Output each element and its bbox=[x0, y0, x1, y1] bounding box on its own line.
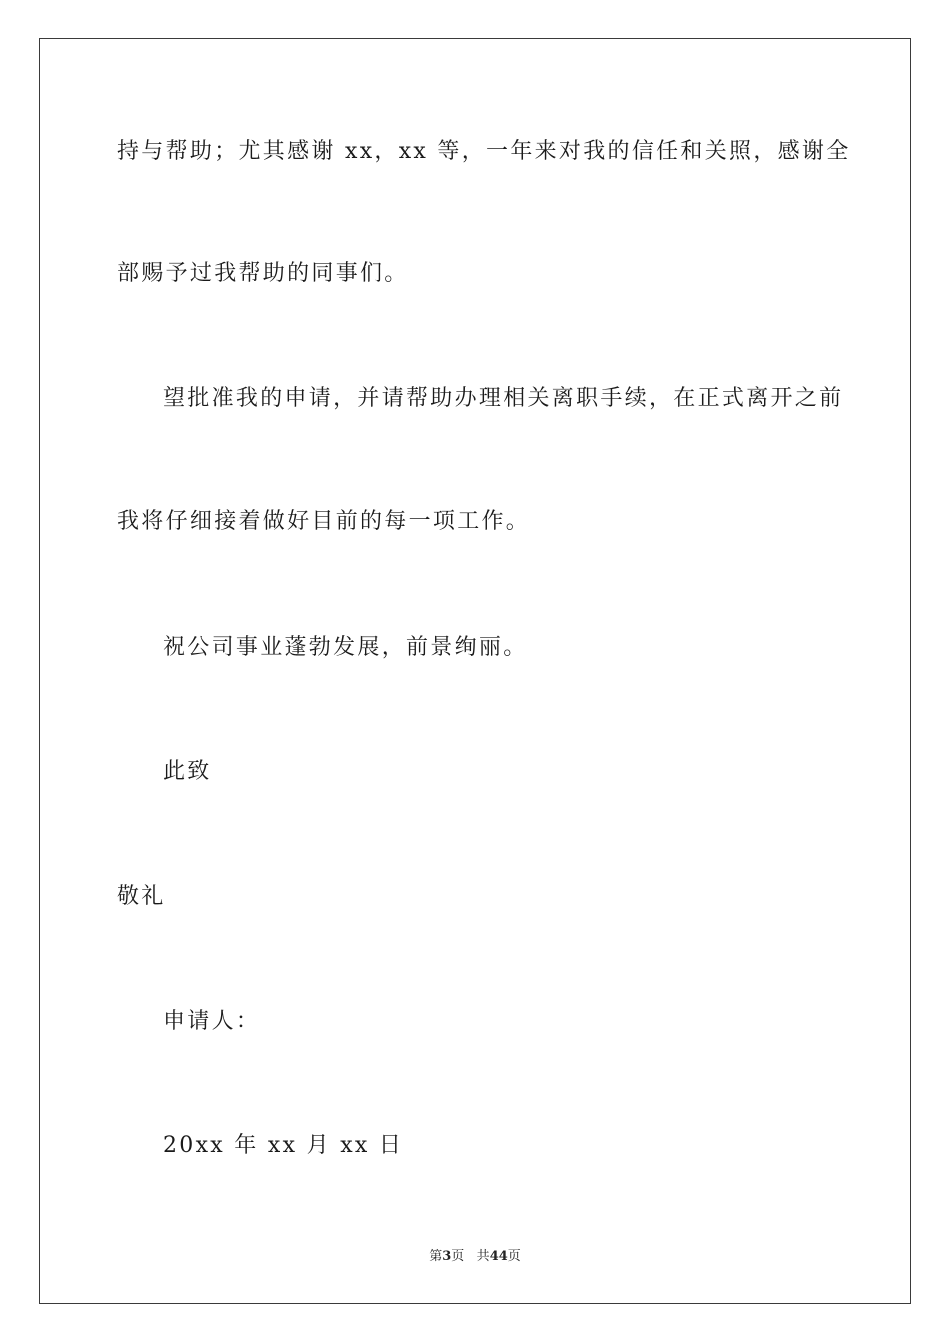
paragraph-line-3: 望批准我的申请，并请帮助办理相关离职手续，在正式离开之前 bbox=[163, 386, 844, 411]
page-suffix: 页 bbox=[451, 1249, 465, 1264]
total-suffix: 页 bbox=[507, 1249, 521, 1264]
paragraph-line-1: 持与帮助；尤其感谢 xx，xx 等，一年来对我的信任和关照，感谢全 bbox=[117, 139, 851, 164]
salutation-line: 敬礼 bbox=[117, 884, 166, 909]
paragraph-line-2: 部赐予过我帮助的同事们。 bbox=[117, 261, 409, 286]
total-prefix: 共 bbox=[476, 1249, 490, 1264]
applicant-line: 申请人： bbox=[163, 1009, 261, 1034]
page-prefix: 第 bbox=[429, 1249, 443, 1264]
page-footer bbox=[0, 1248, 950, 1266]
page-border bbox=[39, 38, 911, 1304]
page-current: 3 bbox=[442, 1249, 452, 1264]
paragraph-line-5: 祝公司事业蓬勃发展，前景绚丽。 bbox=[163, 635, 528, 660]
closing-line: 此致 bbox=[163, 759, 212, 784]
paragraph-line-4: 我将仔细接着做好目前的每一项工作。 bbox=[117, 509, 531, 534]
page-total: 44 bbox=[489, 1249, 508, 1264]
date-line: 20xx 年 xx 月 xx 日 bbox=[163, 1133, 404, 1158]
